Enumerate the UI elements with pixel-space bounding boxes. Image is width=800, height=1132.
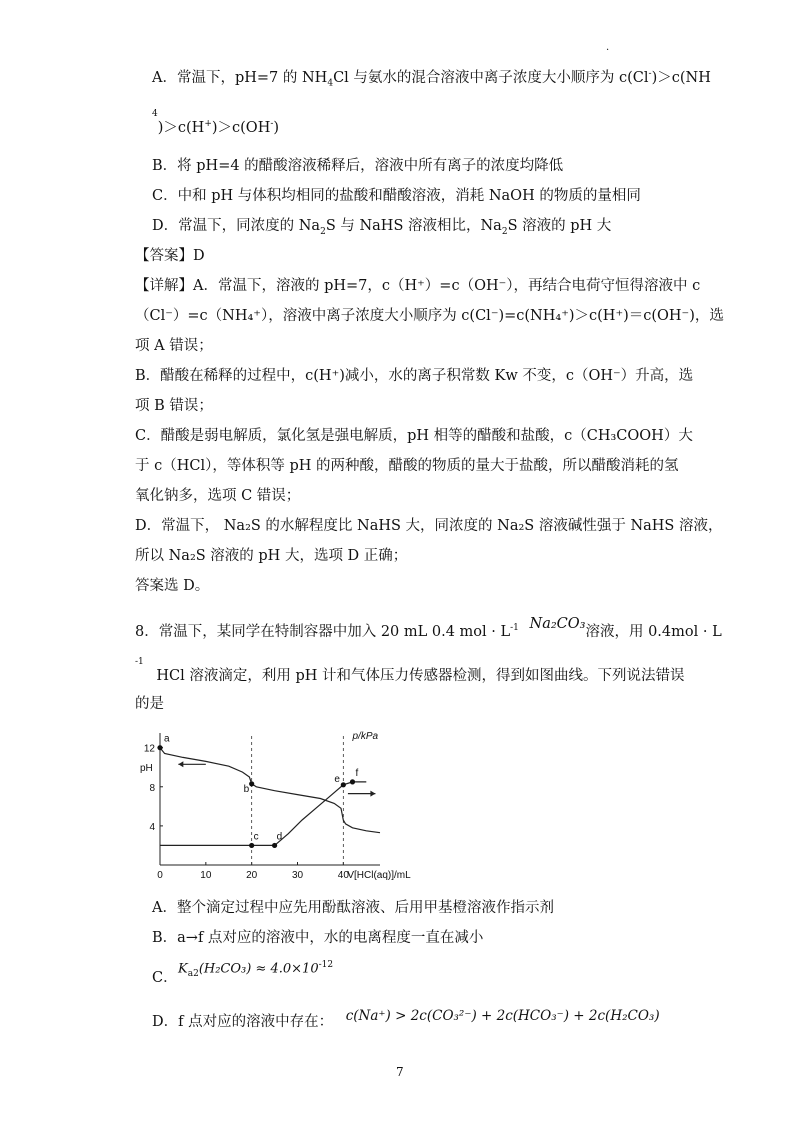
option-d (152, 216, 611, 242)
answer: 【答案】D (135, 248, 205, 264)
point-label-d: d (276, 831, 283, 843)
arrow-left-head (178, 761, 183, 767)
formula-na2co3: Na₂CO₃ (529, 615, 586, 632)
point-label-a: a (164, 733, 170, 745)
text: )＞c(OH (211, 119, 271, 136)
text: S 溶液的 pH 大 (507, 218, 612, 234)
text: A．常温下，pH=7 的 NH (152, 69, 328, 86)
titration-chart (140, 727, 430, 885)
point-label-c: c (253, 831, 259, 843)
point-e (341, 782, 346, 787)
x-axis-label: V[HCl(aq)]/mL (347, 870, 411, 881)
text: ) (273, 119, 280, 136)
x-tick-label: 20 (246, 870, 258, 881)
superscript: + (204, 119, 212, 129)
superscript: -12 (318, 960, 334, 970)
point-label-b: b (243, 783, 250, 795)
superscript: -1 (510, 623, 519, 633)
subscript: 2 (501, 226, 508, 237)
option-a-line-1 (152, 64, 711, 94)
explanation-line-10: 所以 Na₂S 溶液的 pH 大，选项 D 正确； (135, 548, 408, 564)
explanation-line-3: 项 A 错误； (135, 338, 213, 354)
subscript: a2 (187, 968, 199, 979)
question-8-line-1 (135, 615, 722, 642)
subscript-stub: 4 (152, 109, 158, 119)
explanation-line-2: （Cl⁻）=c（NH₄⁺），溶液中离子浓度大小顺序为 c(Cl⁻)=c(NH₄⁺)＞c(H⁺)＝c(OH⁻)，选 (135, 308, 724, 324)
explanation-line-8: 氧化钠多，选项 C 错误； (135, 488, 301, 504)
y-tick-label: 12 (143, 743, 155, 755)
option-8c-formula (178, 955, 333, 984)
x-tick-label: 10 (200, 870, 212, 881)
point-f (350, 779, 355, 784)
text: HCl 溶液滴定，利用 pH 计和气体压力传感器检测，得到如图曲线。下列说法错误 (156, 667, 685, 684)
option-8c: C． (152, 970, 178, 986)
question-8-line-2 (135, 657, 685, 686)
corner-mark: . (606, 42, 610, 53)
option-b: B．将 pH=4 的醋酸溶液稀释后，溶液中所有离子的浓度均降低 (152, 158, 564, 174)
formula: (H₂CO₃) ≈ 4.0×10 (198, 961, 319, 977)
arrow-right-head (370, 791, 375, 797)
subscript: 2 (320, 226, 326, 237)
y-axis-label-pressure: p/kPa (352, 731, 379, 742)
x-tick-label: 0 (157, 870, 163, 881)
text: Cl 与氨水的混合溶液中离子浓度大小顺序为 c(Cl (333, 69, 649, 86)
superscript: - (270, 119, 274, 129)
point-c (249, 843, 254, 848)
text: )＞c(NH (651, 69, 711, 86)
option-a-line-2 (152, 109, 280, 138)
question-8-line-3: 的是 (135, 696, 164, 712)
y-tick-label: 4 (149, 821, 155, 833)
ph-curve (160, 748, 380, 833)
text: )＞c(H (157, 119, 205, 136)
option-8b: B．a→f 点对应的溶液中，水的电离程度一直在减小 (152, 930, 484, 946)
text: 8．常温下，某同学在特制容器中加入 20 mL 0.4 mol · L (135, 623, 511, 640)
point-label-f: f (355, 767, 359, 779)
text: D．常温下，同浓度的 Na (152, 218, 321, 234)
explanation-line-7: 于 c（HCl），等体积等 pH 的两种酸，醋酸的物质的量大于盐酸，所以醋酸消耗的氢 (135, 458, 679, 474)
explanation-line-1: 【详解】A．常温下，溶液的 pH=7，c（H⁺）=c（OH⁻），再结合电荷守恒得溶液中 c (135, 278, 701, 294)
option-c: C．中和 pH 与体积均相同的盐酸和醋酸溶液，消耗 NaOH 的物质的量相同 (152, 188, 641, 204)
x-tick-label: 30 (291, 870, 304, 881)
y-axis-label-ph: pH (140, 763, 153, 775)
page-number: 7 (396, 1065, 404, 1079)
explanation-line-9: D．常温下， Na₂S 的水解程度比 NaHS 大，同浓度的 Na₂S 溶液碱性强于 NaHS 溶液， (135, 518, 723, 534)
formula: c(Na⁺) > 2c(CO₃²⁻) + 2c(HCO₃⁻) + 2c(H₂CO₃) (345, 1008, 660, 1024)
superscript-stub: -1 (135, 657, 144, 667)
explanation-line-11: 答案选 D。 (135, 578, 210, 594)
point-d (272, 843, 277, 848)
superscript: - (648, 69, 652, 79)
point-b (249, 781, 254, 786)
text: D．f 点对应的溶液中存在： (152, 1014, 334, 1030)
y-tick-label: 8 (149, 782, 155, 794)
pressure-curve (160, 782, 366, 846)
explanation-line-4: B．醋酸在稀释的过程中，c(H⁺)减小，水的离子积常数 Kw 不变，c（OH⁻）升高，选 (135, 368, 694, 384)
option-8a: A．整个滴定过程中应先用酚酞溶液、后用甲基橙溶液作指示剂 (152, 900, 554, 916)
x-tick-label: 40 (337, 870, 349, 881)
option-8d (152, 1008, 660, 1032)
text: 溶液，用 0.4mol · L (585, 623, 722, 640)
point-a (157, 745, 162, 750)
explanation-line-5: 项 B 错误； (135, 398, 213, 414)
subscript: 4 (327, 78, 334, 89)
point-label-e: e (334, 773, 340, 785)
explanation-line-6: C．醋酸是弱电解质，氯化氢是强电解质，pH 相等的醋酸和盐酸，c（CH₃COOH）大 (135, 428, 693, 444)
text: S 与 NaHS 溶液相比，Na (325, 218, 502, 234)
formula: K (178, 961, 188, 977)
